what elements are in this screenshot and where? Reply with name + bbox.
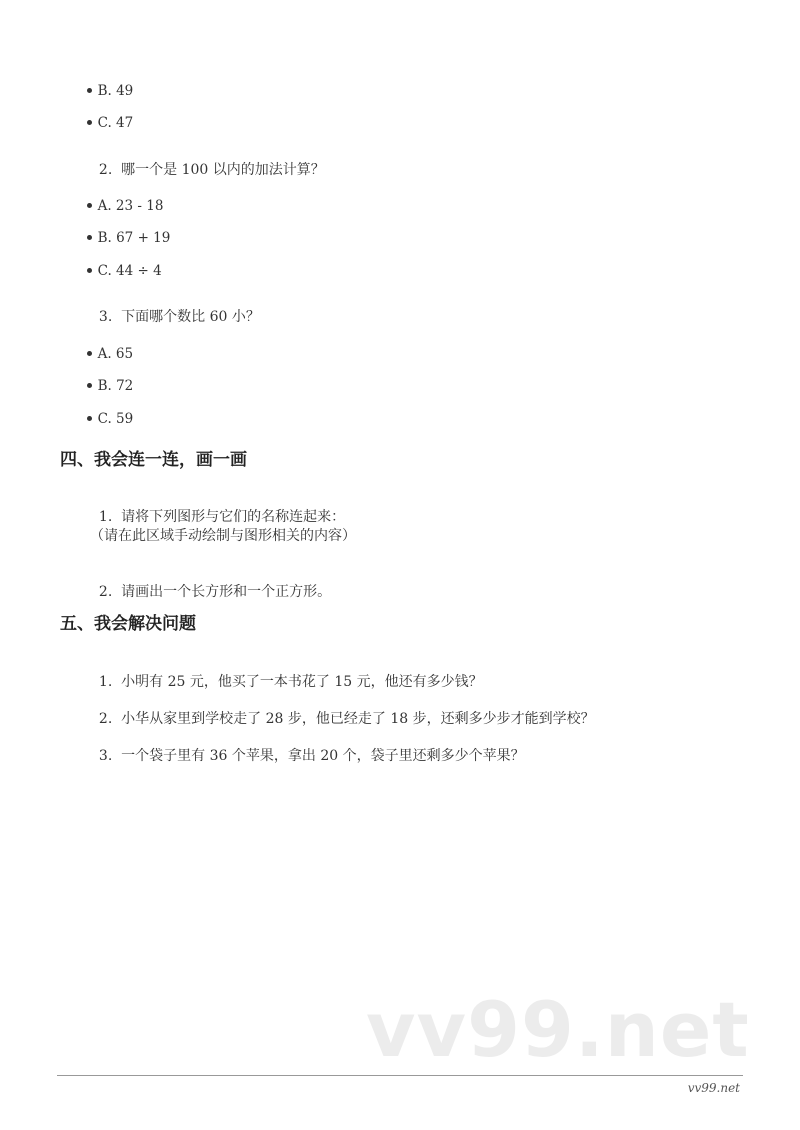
section-4-item-2 [90,565,331,601]
item-text: 请画出一个长方形和一个正方形。 [121,584,332,600]
section-4-item-1 [90,490,345,526]
bullet-icon [87,88,92,93]
bullet-icon [87,351,92,356]
option-item [78,244,162,280]
option-text: C. 59 [97,411,134,427]
item-number: 3. [98,748,113,764]
option-text: B. 72 [97,378,134,394]
bullet-icon [87,235,92,240]
option-text: C. 47 [97,115,134,131]
item-text: 小华从家里到学校走了 28 步，他已经走了 18 步，还剩多少步才能到学校？ [121,711,595,727]
item-number: 2. [98,711,113,727]
question-text: 哪一个是 100 以内的加法计算？ [121,162,325,178]
option-text: A. 65 [97,346,134,362]
option-item [78,327,133,363]
section-5-item-1 [90,655,483,691]
option-text: B. 67 + 19 [97,230,171,246]
item-text: 一个袋子里有 36 个苹果，拿出 20 个，袋子里还剩多少个苹果？ [121,748,525,764]
question-number: 2. [98,162,113,178]
footer-site-name: vv99.net [687,1081,740,1095]
question-number: 3. [98,309,113,325]
section-5-item-3 [90,729,525,765]
section-4-heading: 四、我会连一连，画一画 [60,450,247,470]
item-number: 1. [98,509,113,525]
option-text: A. 23 - 18 [97,198,164,214]
bullet-icon [87,416,92,421]
bullet-icon [87,383,92,388]
option-item [78,359,133,395]
option-item [78,96,133,132]
question-text: 下面哪个数比 60 小？ [121,309,260,325]
item-text: 小明有 25 元，他买了一本书花了 15 元，他还有多少钱？ [121,674,483,690]
watermark: vv99.net [366,985,750,1074]
drawing-area-note: （请在此区域手动绘制与图形相关的内容） [90,528,356,544]
item-text: 请将下列图形与它们的名称连起来： [121,509,346,525]
option-text: C. 44 ÷ 4 [97,263,162,279]
bullet-icon [87,203,92,208]
option-item [78,179,163,215]
option-item [78,64,133,100]
question-2 [90,143,325,179]
item-number: 2. [98,584,113,600]
section-5-item-2 [90,692,595,728]
option-text: B. 49 [97,83,134,99]
option-item [78,211,170,247]
section-5-heading: 五、我会解决问题 [60,614,196,634]
bullet-icon [87,120,92,125]
bullet-icon [87,268,92,273]
footer-divider [57,1075,743,1076]
question-3 [90,290,260,326]
option-item [78,392,133,428]
item-number: 1. [98,674,113,690]
